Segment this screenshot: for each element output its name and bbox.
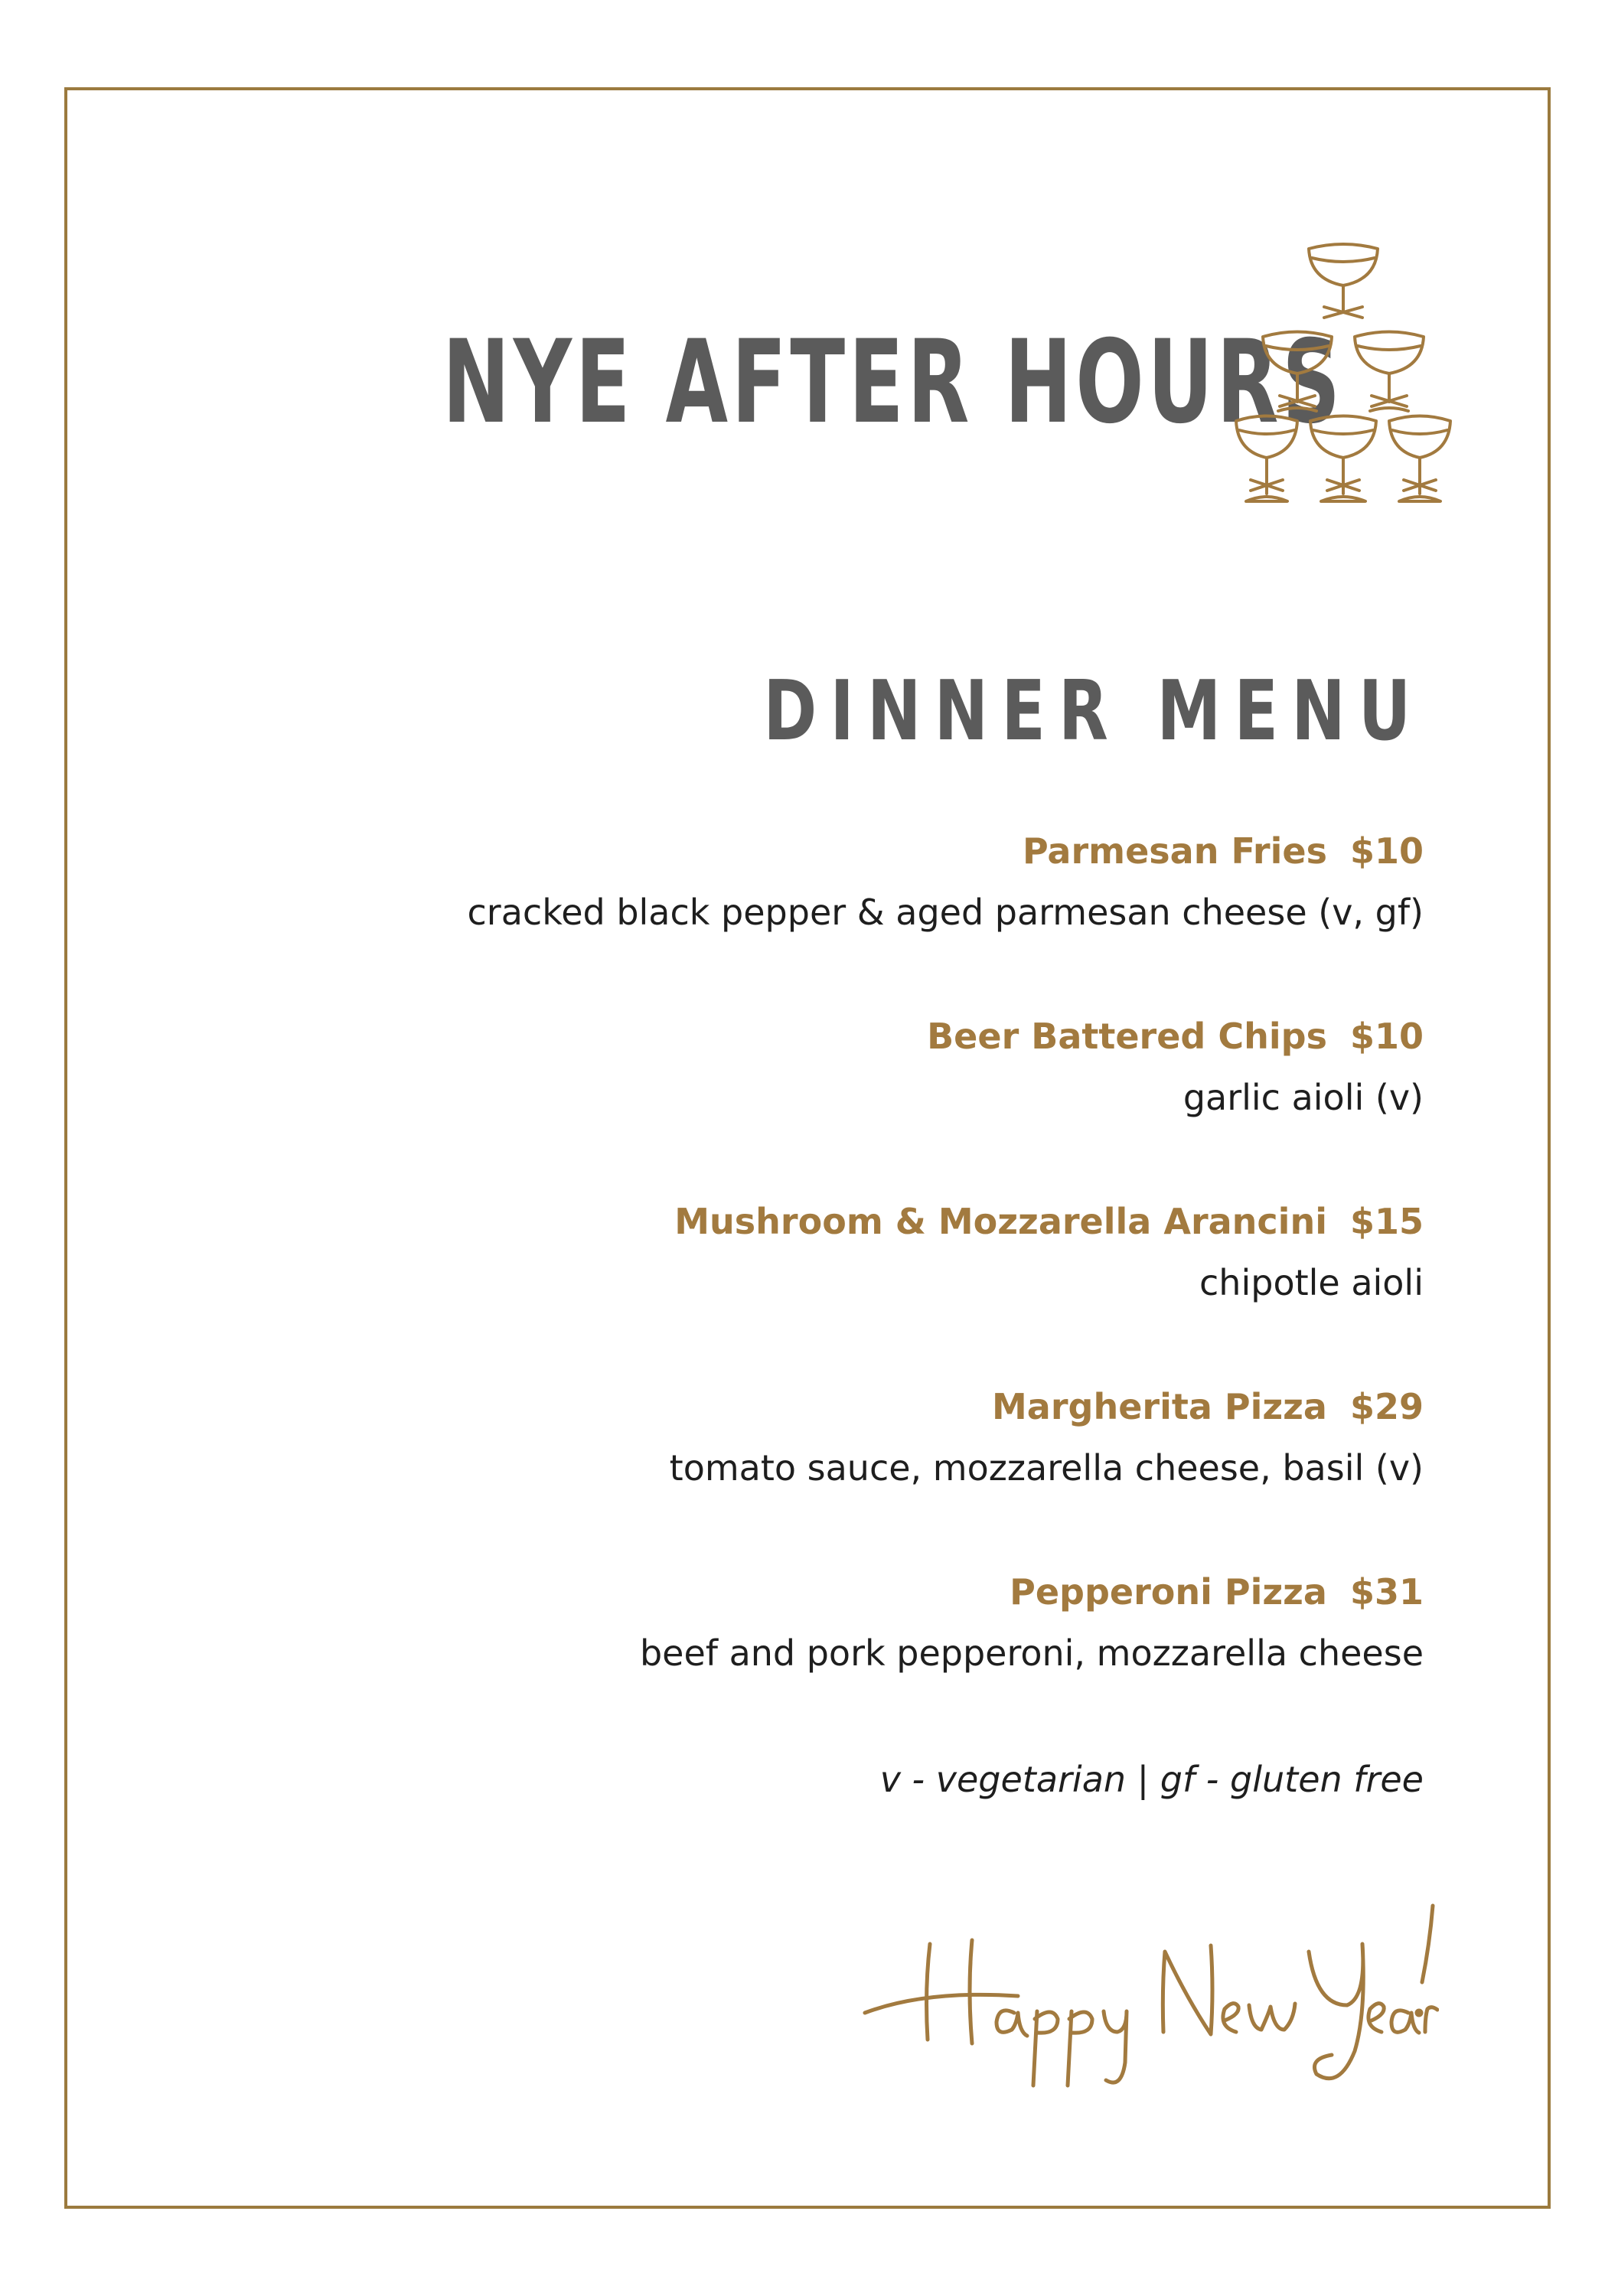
happy-new-year-signature: [857, 1898, 1439, 2097]
item-name: Parmesan Fries: [1022, 830, 1327, 872]
dietary-legend: v - vegetarian | gf - gluten free: [879, 1759, 1424, 1800]
menu-item-title: [276, 1189, 1424, 1254]
menu-heading: DINNER MENU: [762, 664, 1424, 759]
menu-item-title: [276, 1375, 1424, 1439]
champagne-tower-icon: [1232, 233, 1454, 524]
menu-item-title: [276, 1560, 1424, 1624]
menu-item: [276, 1189, 1424, 1312]
item-name: Mushroom & Mozzarella Arancini: [674, 1201, 1327, 1242]
item-price: $10: [1349, 1016, 1424, 1057]
item-name: Margherita Pizza: [992, 1386, 1327, 1427]
menu-item: [276, 1560, 1424, 1682]
item-price: $31: [1349, 1571, 1424, 1613]
menu-item-title: [276, 1004, 1424, 1068]
item-price: $29: [1349, 1386, 1424, 1427]
item-price: $15: [1349, 1201, 1424, 1242]
item-description: chipotle aioli: [1199, 1262, 1424, 1303]
menu-item: [276, 1004, 1424, 1127]
menu-list: [276, 819, 1424, 1745]
menu-item: [276, 819, 1424, 941]
item-name: Pepperoni Pizza: [1010, 1571, 1327, 1613]
item-description: tomato sauce, mozzarella cheese, basil (v): [669, 1447, 1424, 1489]
item-description: beef and pork pepperoni, mozzarella cheese: [639, 1632, 1424, 1674]
page-title: NYE AFTER HOURS: [442, 316, 1344, 449]
item-description: cracked black pepper & aged parmesan cheese (v, gf): [467, 892, 1424, 933]
item-name: Beer Battered Chips: [927, 1016, 1327, 1057]
menu-item-title: [276, 819, 1424, 883]
item-description: garlic aioli (v): [1183, 1077, 1424, 1118]
menu-item: [276, 1375, 1424, 1497]
item-price: $10: [1349, 830, 1424, 872]
